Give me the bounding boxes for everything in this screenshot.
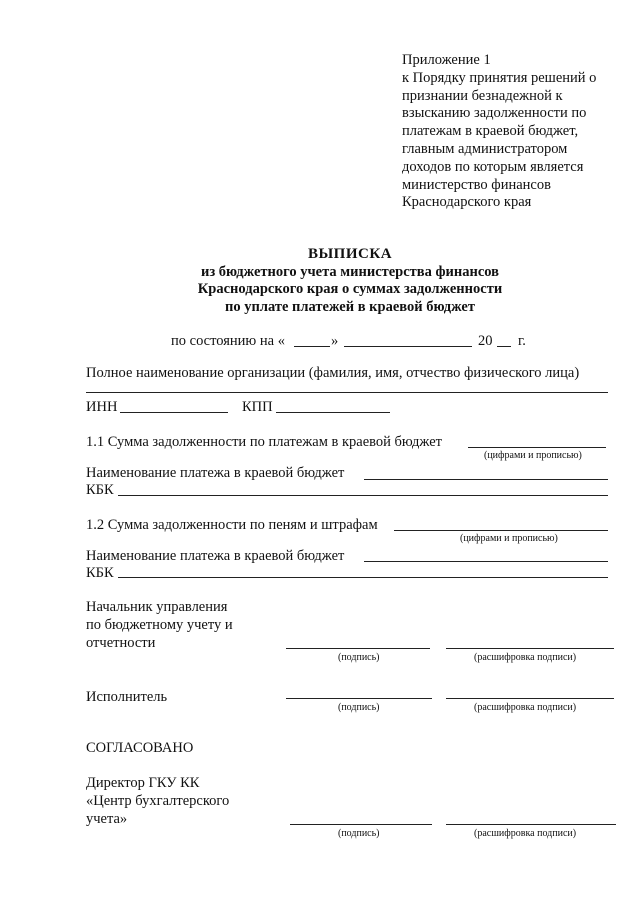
signature-field[interactable] bbox=[286, 648, 430, 649]
director-line: «Центр бухгалтерского bbox=[86, 793, 230, 809]
kpp-label: КПП bbox=[242, 399, 273, 415]
kpp-field[interactable] bbox=[276, 412, 390, 413]
decoding-field[interactable] bbox=[446, 824, 616, 825]
debt-payments-label: 1.1 Сумма задолженности по платежам в краевой бюджет bbox=[86, 434, 443, 450]
day-field[interactable] bbox=[294, 346, 330, 347]
appendix-line: доходов по которым является bbox=[402, 158, 584, 175]
signature-note: (подпись) bbox=[338, 828, 380, 839]
signature-note: (подпись) bbox=[338, 652, 380, 663]
inn-field[interactable] bbox=[120, 412, 228, 413]
year-field[interactable] bbox=[497, 346, 511, 347]
date-year: 20 bbox=[478, 333, 493, 349]
title-line: Краснодарского края о суммах задолженности bbox=[197, 281, 503, 297]
digits-words-note: (цифрами и прописью) bbox=[460, 533, 558, 544]
appendix-line: взысканию задолженности по bbox=[402, 105, 587, 122]
date-suffix: г. bbox=[518, 333, 526, 349]
digits-words-note: (цифрами и прописью) bbox=[484, 450, 582, 461]
kbk-label: КБК bbox=[86, 565, 114, 581]
appendix-note bbox=[402, 52, 596, 212]
head-line: Начальник управления bbox=[86, 599, 228, 615]
payment-name-label: Наименование платежа в краевой бюджет bbox=[86, 548, 345, 564]
kbk-label: КБК bbox=[86, 482, 114, 498]
month-field[interactable] bbox=[344, 346, 472, 347]
head-signatory bbox=[86, 598, 233, 652]
decoding-note: (расшифровка подписи) bbox=[474, 702, 577, 713]
org-name-label: Полное наименование организации (фамилия, имя, отчество физического лица) bbox=[86, 365, 580, 381]
debt-penalties-label: 1.2 Сумма задолженности по пеням и штрафам bbox=[86, 517, 378, 533]
decoding-note: (расшифровка подписи) bbox=[474, 828, 577, 839]
kbk-field[interactable] bbox=[118, 495, 608, 496]
appendix-line: к Порядку принятия решений о bbox=[402, 69, 597, 86]
date-mid: » bbox=[331, 333, 339, 349]
title-line: по уплате платежей в краевой бюджет bbox=[225, 298, 475, 315]
signature-field[interactable] bbox=[290, 824, 432, 825]
debt-penalties-field[interactable] bbox=[394, 530, 608, 531]
title-heading: ВЫПИСКА bbox=[307, 246, 393, 262]
appendix-line: признании безнадежной к bbox=[402, 87, 563, 104]
title-line: из бюджетного учета министерства финансов bbox=[200, 263, 500, 280]
signature-note: (подпись) bbox=[338, 702, 380, 713]
decoding-field[interactable] bbox=[446, 698, 614, 699]
decoding-field[interactable] bbox=[446, 648, 614, 649]
payment-name-label: Наименование платежа в краевой бюджет bbox=[86, 465, 345, 481]
payment-name-field[interactable] bbox=[364, 561, 608, 562]
org-name-field[interactable] bbox=[86, 392, 608, 393]
debt-payments-field[interactable] bbox=[468, 447, 606, 448]
signature-field[interactable] bbox=[286, 698, 432, 699]
kbk-field[interactable] bbox=[118, 577, 608, 578]
decoding-note: (расшифровка подписи) bbox=[474, 652, 577, 663]
appendix-line: министерство финансов bbox=[402, 176, 551, 193]
appendix-line: Краснодарского края bbox=[402, 194, 532, 211]
executor-label: Исполнитель bbox=[86, 689, 168, 705]
document-title bbox=[0, 246, 630, 316]
head-line: отчетности bbox=[86, 635, 156, 651]
date-prefix: по состоянию на « bbox=[171, 333, 285, 349]
director-line: Директор ГКУ КК bbox=[86, 775, 200, 791]
inn-label: ИНН bbox=[86, 399, 118, 415]
appendix-line: главным администратором bbox=[402, 140, 568, 157]
agreed-label: СОГЛАСОВАНО bbox=[86, 740, 194, 756]
director-signatory bbox=[86, 774, 229, 828]
appendix-line: Приложение 1 bbox=[402, 52, 491, 68]
director-line: учета» bbox=[86, 811, 128, 827]
appendix-line: платежам в краевой бюджет, bbox=[402, 123, 579, 140]
head-line: по бюджетному учету и bbox=[86, 617, 233, 633]
payment-name-field[interactable] bbox=[364, 479, 608, 480]
